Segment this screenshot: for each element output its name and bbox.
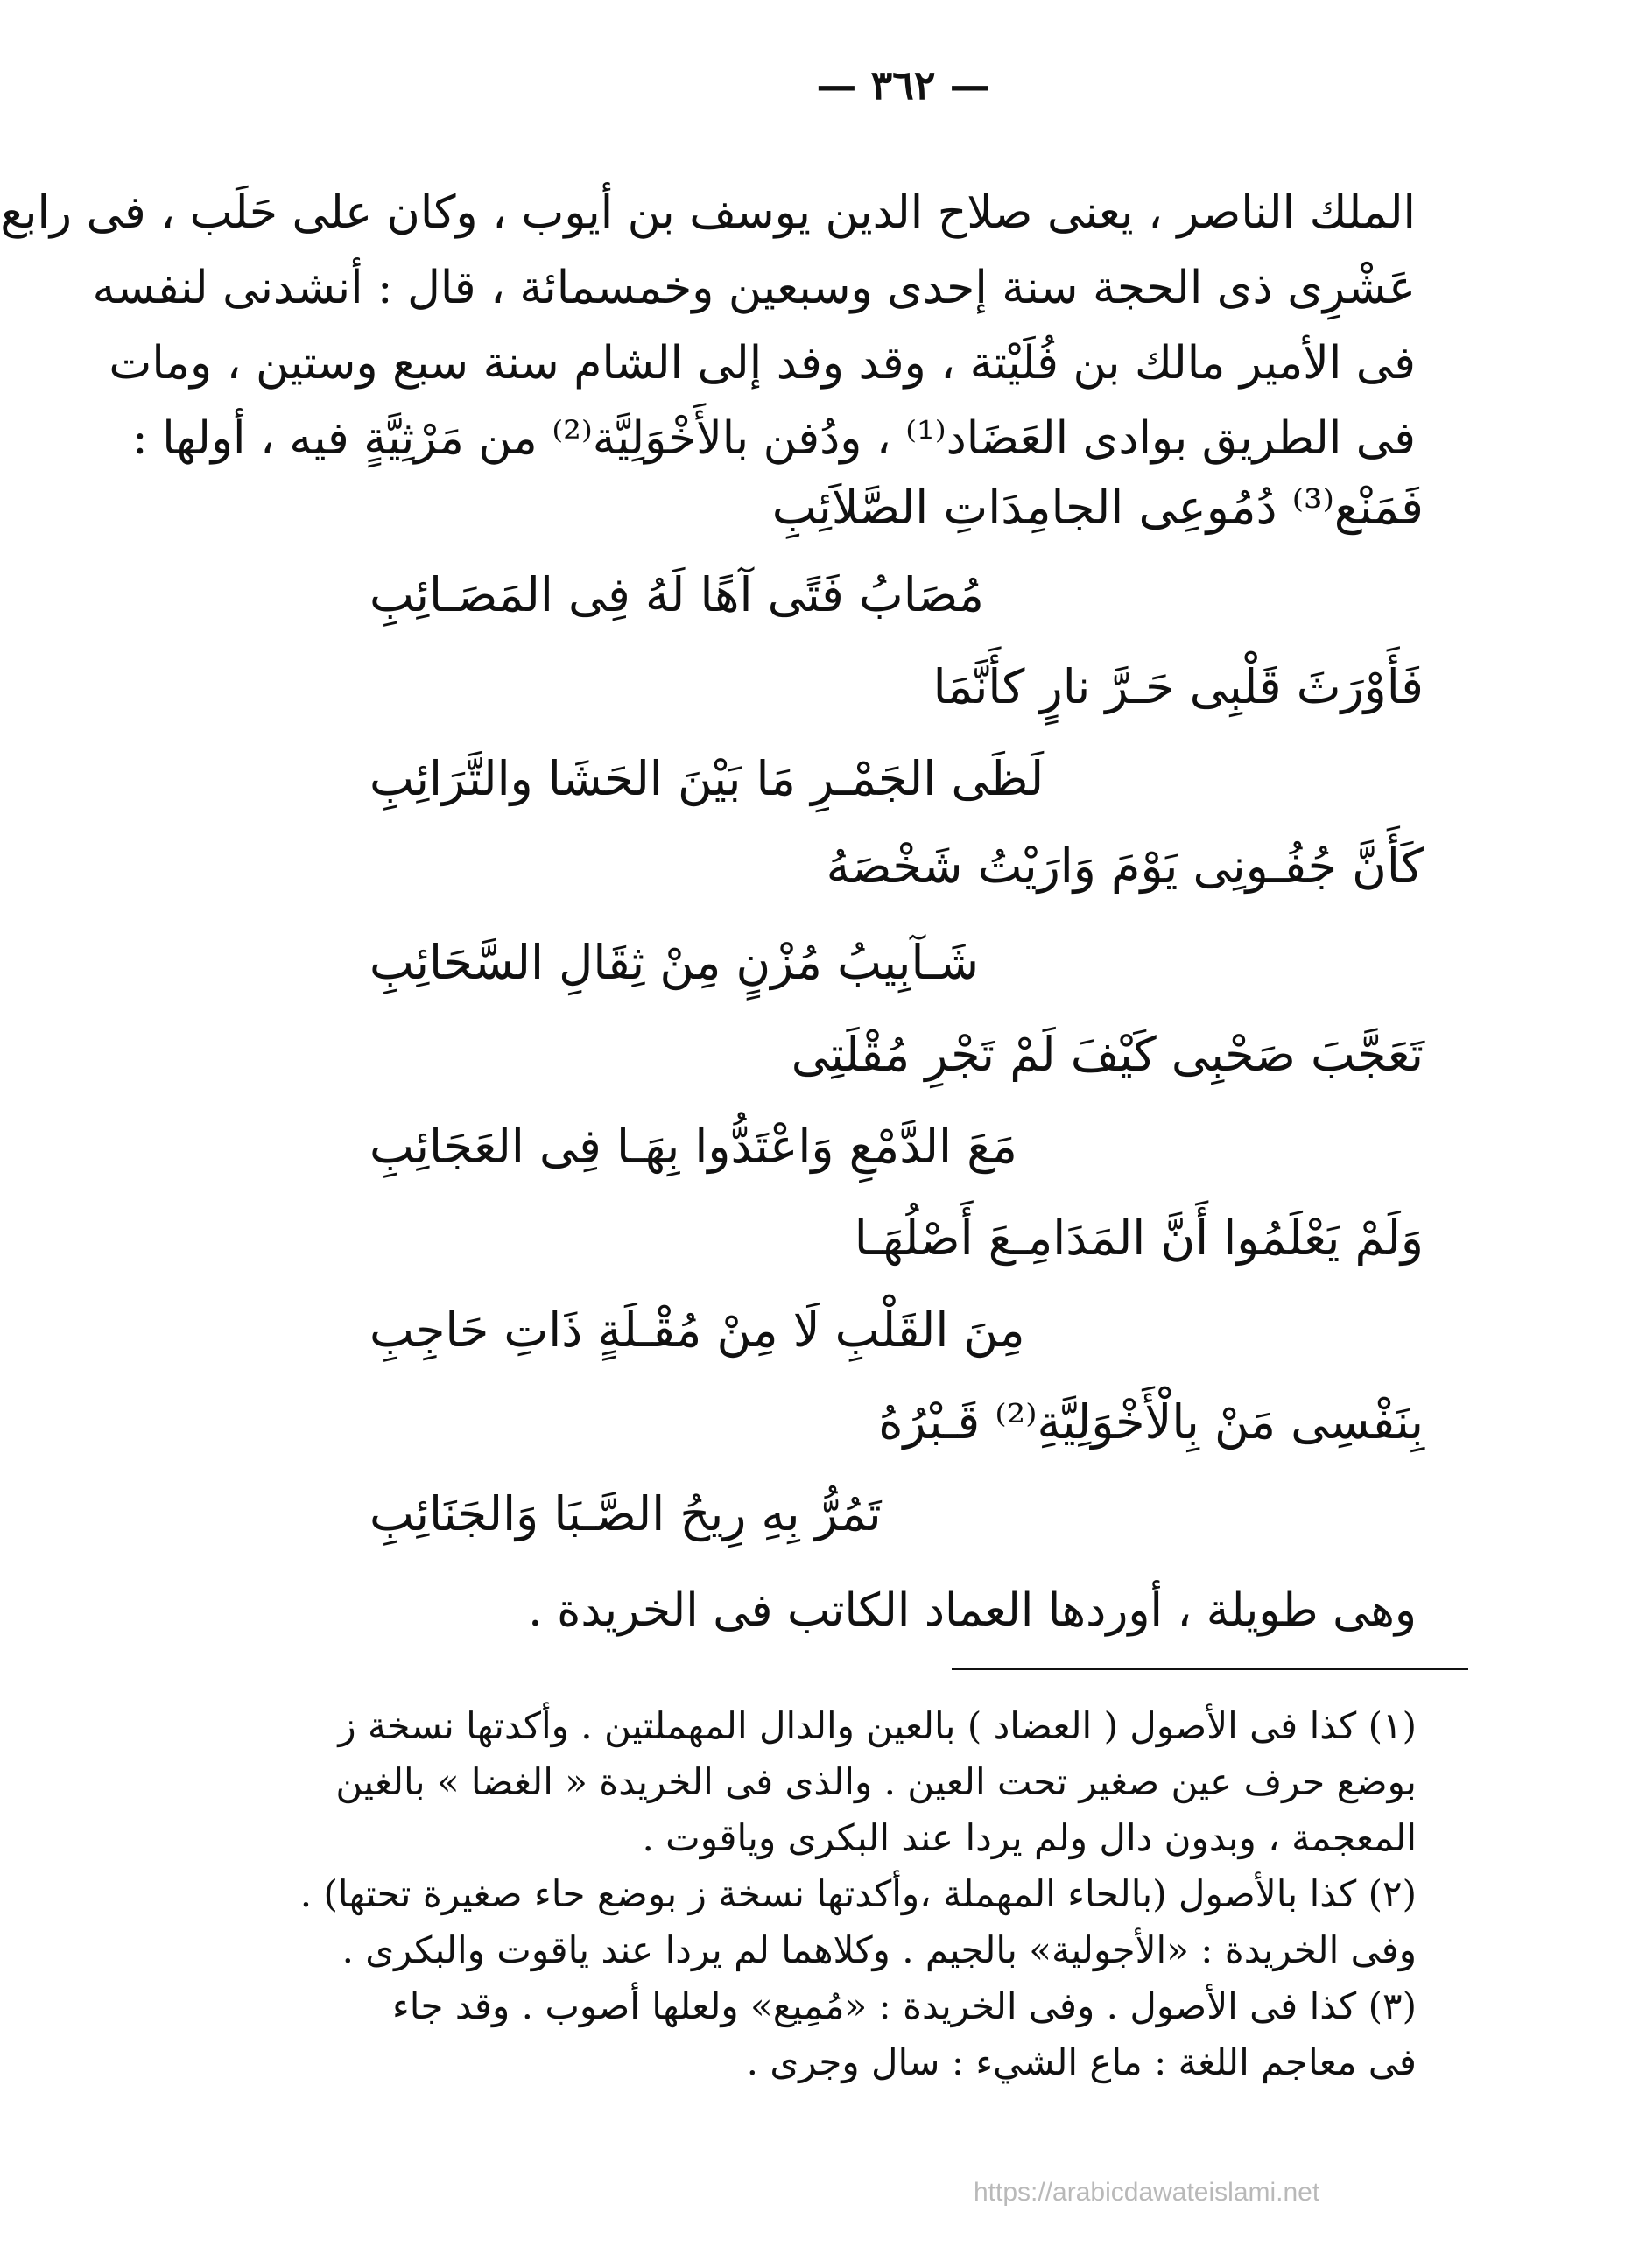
verse-second-hemistich: مِنَ القَلْبِ لَا مِنْ مُقْـلَةٍ ذَاتِ حَاجِبِ [369,1303,1025,1358]
prose-line: فى الأمير مالك بن فُلَيْتة ، وقد وفد إلى الشام سنة سبع وستين ، ومات [109,337,1416,390]
footnote-2 [287,1866,1417,1978]
footnote-1 [287,1698,1417,1866]
verse-first-hemistich: بِنَفْسِى مَنْ بِالْأَخْوَلِيَّةِ⁽²⁾ قَـبْرُهُ [878,1394,1424,1450]
verse-second-hemistich: لَظَى الجَمْـرِ مَا بَيْنَ الحَشَا والتَّرَائِبِ [369,751,1045,806]
footnote-line: (١) كذا فى الأصول ( العضاد ) بالعين والدال المهملتين . وأكدتها نسخة ز [338,1704,1417,1747]
verse-first-hemistich: فَأَوْرَثَ قَلْبِى حَـرَّ نارٍ كأَنَّمَا [932,659,1424,714]
footnote-line: المعجمة ، وبدون دال ولم يردا عند البكرى وياقوت . [642,1816,1417,1859]
verse-second-hemistich: مَعَ الدَّمْعِ وَاعْتَدُّوا بِهَـا فِى العَجَائِبِ [369,1119,1017,1174]
verse-second-hemistich: تَمُرُّ بِهِ رِيحُ الصَّـبَا وَالجَنَائِبِ [369,1486,882,1541]
footnotes [287,1698,1417,2090]
prose-line: فى الطريق بوادى العَضَاد⁽¹⁾ ، ودُفن بالأَخْوَلِيَّة⁽²⁾ من مَرْثِيَّةٍ فيه ، أولها : [132,412,1416,465]
watermark-url: https://arabicdawateislami.net [974,2178,1320,2207]
verse-first-hemistich: فَمَنْع⁽³⁾ دُمُوعِى الجامِدَاتِ الصَّلاَئِبِ [771,480,1424,535]
closing-sentence: وهى طويلة ، أوردها العماد الكاتب فى الخريدة . [528,1584,1417,1637]
footnote-line: فى معاجم اللغة : ماع الشيء : سال وجرى . [746,2040,1417,2083]
prose-line: الملك الناصر ، يعنى صلاح الدين يوسف بن أيوب ، وكان على حَلَب ، فى رابع [0,186,1416,239]
page-number: — ٣٦٢ — [816,61,990,109]
verse-second-hemistich: شَـآبِيبُ مُزْنٍ مِنْ ثِقَالِ السَّحَائِبِ [369,935,979,990]
verse-first-hemistich: كَأَنَّ جُفُـونِى يَوْمَ وَارَيْتُ شَخْصَهُ [826,839,1424,894]
footnote-line: (٣) كذا فى الأصول . وفى الخريدة : «مُمِيع» ولعلها أصوب . وقد جاء [392,1984,1417,2027]
verse-first-hemistich: تَعَجَّبَ صَحْبِى كَيْفَ لَمْ تَجْرِ مُقْلَتِى [791,1027,1424,1082]
prose-line: عَشْرِى ذى الحجة سنة إحدى وسبعين وخمسمائة ، قال : أنشدنى لنفسه [92,262,1416,314]
footnote-line: (٢) كذا بالأصول (بالحاء المهملة ،وأكدتها نسخة ز بوضع حاء صغيرة تحتها) . [299,1872,1417,1915]
footnote-line: بوضع حرف عين صغير تحت العين . والذى فى الخريدة « الغضا » بالغين [335,1760,1417,1803]
intro-paragraph [0,175,1416,476]
footnote-3 [287,1978,1417,2090]
verse-first-hemistich: وَلَمْ يَعْلَمُوا أَنَّ المَدَامِـعَ أَصْلُهَـا [854,1211,1424,1266]
verse-second-hemistich: مُصَابُ فَتًى آهًا لَهُ فِى المَصَـائِبِ [369,567,984,622]
footnote-line: وفى الخريدة : «الأجولية» بالجيم . وكلاهما لم يردا عند ياقوت والبكرى . [341,1928,1417,1971]
footnote-divider [952,1668,1468,1670]
